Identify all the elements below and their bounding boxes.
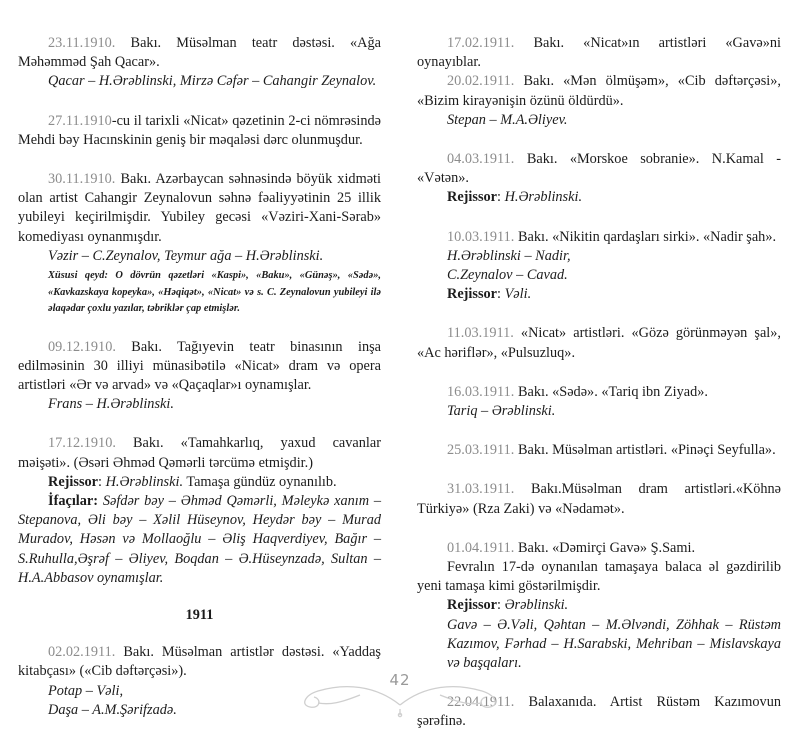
- director-label: Rejissor: [447, 189, 498, 206]
- entry-text: [417, 324, 781, 362]
- entry-body: Bakı. Müsəlman artistləri. «Pinəçi Seyfulla».: [514, 442, 776, 459]
- director-line: Rejissor: Vəli.: [447, 286, 532, 303]
- entry-date: 11.03.1911.: [447, 325, 514, 342]
- entry-body: Bakı. «Mən ölmüşəm», «Cib dəftərçəsi», «Bizim kirayənişin özünü öldürdü».: [417, 73, 781, 109]
- entry-text: [18, 34, 381, 72]
- entry-date: 09.12.1910.: [48, 338, 116, 355]
- entry-text: [417, 228, 781, 247]
- director-label: Rejissor: [447, 597, 498, 614]
- entry-date: 17.02.1911.: [447, 35, 515, 51]
- director-line: Rejissor: H.Ərəblinski. Tamaşa gündüz oynanılıb.: [48, 473, 337, 490]
- director-name: Ərəblinski.: [504, 597, 569, 614]
- entry-text: [417, 150, 781, 188]
- entry-date: 02.02.1911.: [48, 644, 116, 661]
- entry-text: [18, 338, 381, 396]
- entry-date: 30.11.1910.: [48, 171, 116, 188]
- entry-body: Bakı. Tağıyevin teatr binasının inşa edilməsinin 30 illiyi münasibətilə «Nicat» dram və opera artistləri «Ər və arvad» və «Qaçaqlar»ı oynamışlar.: [18, 338, 381, 393]
- flourish-icon: [305, 687, 496, 717]
- entry-body: Bakı. «Nikitin qardaşları sirki». «Nadir şah».: [514, 228, 777, 245]
- entry-date: 22.04.1911.: [447, 694, 515, 711]
- left-column: [18, 34, 381, 720]
- entry-date: 31.03.1911.: [447, 481, 515, 498]
- performers-label: İfaçılar:: [48, 492, 99, 509]
- cast-line: Potap – Vəli,: [48, 682, 124, 699]
- cast-line: Vəzir – C.Zeynalov, Teymur ağa – H.Ərəblinski.: [48, 247, 324, 264]
- director-note: Tamaşa gündüz oynanılıb.: [183, 473, 337, 490]
- entry-1911-03-25: [417, 441, 781, 460]
- cast-line: Tariq – Ərəblinski.: [447, 403, 556, 420]
- cast-line: Frans – H.Ərəblinski.: [48, 396, 174, 413]
- entry-text: [417, 383, 781, 402]
- entry-body: Bakı. «Sədə». «Tariq ibn Ziyad».: [514, 383, 708, 400]
- entry-1911-03-31: [417, 480, 781, 518]
- entry-text: [417, 441, 781, 460]
- cast-line: Daşa – A.M.Şərifzadə.: [48, 701, 177, 718]
- cast-line: Qacar – H.Ərəblinski, Mirzə Cəfər – Cahangir Zeynalov.: [48, 73, 377, 90]
- entry-1910-11-23: [18, 34, 381, 92]
- director-line: Rejissor: Ərəblinski.: [447, 597, 569, 614]
- entry-1911-03-16: [417, 383, 781, 421]
- entry-date: 17.12.1910.: [48, 435, 116, 452]
- performers-line: [18, 492, 381, 588]
- entry-1910-12-09: [18, 338, 381, 415]
- entry-1910-11-27: [18, 112, 381, 150]
- entry-date: 04.03.1911.: [447, 151, 515, 168]
- entry-date: 25.03.1911.: [447, 442, 515, 459]
- entry-text: [417, 72, 781, 110]
- entry-text: [417, 539, 781, 558]
- director-name: Vəli.: [504, 286, 532, 303]
- director-name: H.Ərəblinski.: [504, 189, 583, 206]
- entry-date: 16.03.1911.: [447, 383, 515, 400]
- cast-line: H.Ərəblinski – Nadir,: [447, 247, 571, 264]
- special-note: Xüsusi qeyd: O dövrün qəzetləri «Kaspi», «Baku», «Günəş», «Sədə», «Kavkazskaya kopeyka», «Həqiqət», «Nicat» və s. C. Zeynalovun yubileyi ilə əlaqədar çoxlu yazılar, təbriklər çap etmişlər.: [48, 270, 381, 315]
- entry-text: [417, 34, 781, 72]
- cast-line: Stepan – M.A.Əliyev.: [447, 111, 568, 128]
- entry-body: -cu il tarixli «Nicat» qəzetinin 2-ci nömrəsində Mehdi bəy Hacınskinin geniş bir məqaləsi dərc olunmuşdur.: [18, 112, 381, 148]
- entry-body: Bakı. Müsəlman teatr dəstəsi. «Ağa Məhəmməd Şah Qacar».: [18, 35, 381, 71]
- director-line: Rejissor: H.Ərəblinski.: [447, 189, 583, 206]
- entry-1911-03-04: [417, 150, 781, 208]
- entry-text-2: Fevralın 17-də oynanılan tamaşaya balaca əl gəzdirilib yeni tamaşa kimi göstərilmişdir.: [417, 559, 781, 595]
- entry-date: 20.02.1911.: [447, 73, 515, 90]
- right-column: [417, 34, 781, 732]
- cast-line: C.Zeynalov – Cavad.: [447, 267, 568, 284]
- entry-text: [18, 434, 381, 472]
- performers-list: Səfdər bəy – Əhməd Qəmərli, Məleykə xanım – Stepanova, Əli bəy – Xəlil Hüseynov, Heydər bəy – Murad Muradov, Həsən və Mollaoğlu – Əliş Haqverdiyev, Bağır – S.Ruhulla,Əşrəf – Əliyev, Boqdan – Ə.Hüseynzadə, Sultan – H.A.Abbasov oynamışlar.: [18, 492, 381, 586]
- entry-body: Bakı. «Nicat»ın artistləri «Gavə»ni oynayıblar.: [417, 35, 781, 71]
- director-name: H.Ərəblinski.: [105, 473, 184, 490]
- entry-body: Bakı. Müsəlman artistlər dəstəsi. «Yaddaş kitabçası» («Cib dəftərçəsi»).: [18, 644, 381, 680]
- director-label: Rejissor: [447, 286, 498, 303]
- entry-1910-12-17: [18, 434, 381, 588]
- entry-body: Balaxanıda. Artist Rüstəm Kazımovun şərəfinə.: [417, 694, 781, 730]
- entry-date: 27.11.1910: [48, 112, 112, 129]
- page-number: 42: [389, 671, 411, 689]
- entry-date: 01.04.1911.: [447, 539, 515, 556]
- entry-1911-03-10: [417, 228, 781, 305]
- entry-body: Bakı. «Morskoe sobranie». N.Kamal - «Vətən».: [417, 151, 781, 187]
- entry-body: Bakı.Müsəlman dram artistləri.«Köhnə Türkiyə» (Rza Zaki) və «Nədamət».: [417, 481, 781, 517]
- entry-1910-11-30: [18, 170, 381, 318]
- entry-body: Bakı. Azərbaycan səhnəsində böyük xidməti olan artist Cahangir Zeynalovun səhnə fəaliyyətinin 25 illik yubileyi keçirilmişdir. Yubiley gecəsi «Vəziri-Xani-Sərab» komediyası oynanmışdır.: [18, 171, 381, 245]
- entry-1911-04-01: [417, 539, 781, 673]
- entry-1911-02-17: [417, 34, 781, 72]
- entry-text: [417, 480, 781, 518]
- entry-body: Bakı. «Dəmirçi Gavə» Ş.Sami.: [514, 539, 696, 556]
- entry-text: [18, 112, 381, 150]
- year-heading: 1911: [185, 606, 214, 623]
- entry-body: Bakı. «Tamahkarlıq, yaxud cavanlar məişəti». (Əsəri Əhməd Qəmərli tərcümə etmişdir.): [18, 435, 381, 471]
- entry-1911-03-11: [417, 324, 781, 362]
- entry-text: [18, 170, 381, 247]
- cast-line: Gavə – Ə.Vəli, Qəhtan – M.Əlvəndi, Zöhhak – Rüstəm Kazımov, Fərhad – H.Sarabski, Mehriban – Mislavskaya və başqaları.: [447, 616, 781, 672]
- entry-date: 23.11.1910.: [48, 35, 116, 51]
- director-label: Rejissor: [48, 473, 99, 490]
- entry-body: «Nicat» artistləri. «Gözə görünməyən şal», «Ac həriflər», «Pulsuzluq».: [417, 325, 781, 361]
- entry-date: 10.03.1911.: [447, 228, 515, 245]
- entry-1911-02-20: [417, 72, 781, 130]
